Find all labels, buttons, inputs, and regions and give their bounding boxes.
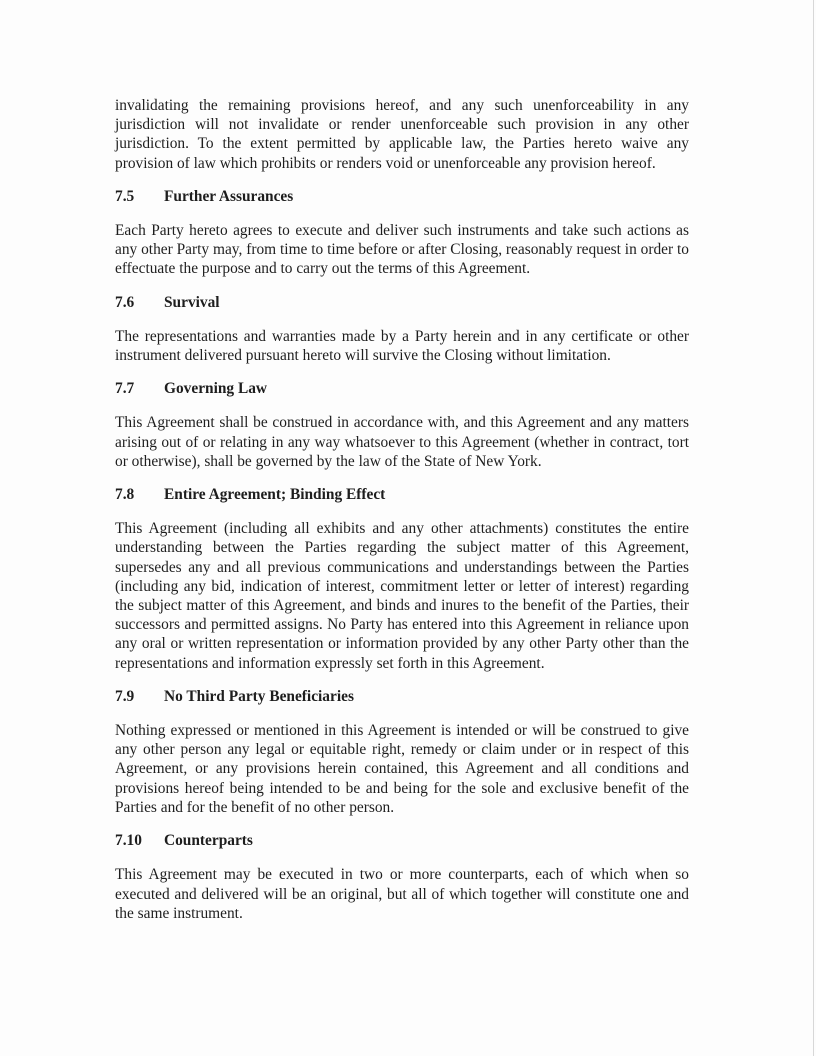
section-number: 7.9 [115,687,135,705]
section-number: 7.8 [115,486,135,504]
section-heading [115,187,689,206]
section-7-10 [115,831,689,923]
section-body: This Agreement (including all exhibits and any other attachments) constitutes the entire understanding between the Parties regarding the subject matter of this Agreement, supersedes any and all previous communications and understandings between the Parties (including any bid, indication of interest, commitment letter or letter of interest) regarding the subject matter of this Agreement, and binds and inures to the benefit of the Parties, their successors and permitted assigns. No Party has entered into this Agreement in reliance upon any oral or written representation or information provided by any other Party other than the representations and information expressly set forth in this Agreement. [115,520,689,672]
section-body: The representations and warranties made by a Party herein and in any certificate or other instrument delivered pursuant hereto will survive the Closing without limitation. [115,327,689,365]
section-body: This Agreement may be executed in two or more counterparts, each of which when so executed and delivered will be an original, but all of which together will constitute one and the same instrument. [115,866,689,922]
document-body [115,96,689,937]
section-7-8 [115,485,689,673]
section-heading [115,831,689,850]
section-heading [115,379,689,398]
section-heading [115,687,689,706]
section-number: 7.7 [115,380,135,398]
section-title: Entire Agreement; Binding Effect [164,486,386,504]
section-7-7 [115,379,689,471]
section-title: Counterparts [164,832,253,850]
section-7-5 [115,187,689,279]
section-number: 7.10 [115,832,142,850]
section-number: 7.6 [115,293,135,311]
intro-paragraph: invalidating the remaining provisions hereof, and any such unenforceability in any jurisdiction will not invalidate or render unenforceable such provision in any other jurisdiction. To the extent permitted by applicable law, the Parties hereto waive any provision of law which prohibits or renders void or unenforceable any provision hereof. [115,97,689,172]
section-body: This Agreement shall be construed in accordance with, and this Agreement and any matters arising out of or relating in any way whatsoever to this Agreement (whether in contract, tort or otherwise), shall be governed by the law of the State of New York. [115,414,689,470]
section-heading [115,485,689,504]
scan-edge-line [813,0,814,1056]
section-title: No Third Party Beneficiaries [164,687,354,705]
section-body: Each Party hereto agrees to execute and deliver such instruments and take such actions as any other Party may, from time to time before or after Closing, reasonably request in order to effectuate the purpose and to carry out the terms of this Agreement. [115,222,689,278]
section-number: 7.5 [115,187,135,205]
section-title: Survival [164,293,220,311]
section-title: Governing Law [164,380,268,398]
section-heading [115,293,689,312]
section-title: Further Assurances [164,187,294,205]
section-body: Nothing expressed or mentioned in this Agreement is intended or will be construed to give any other person any legal or equitable right, remedy or claim under or in respect of this Agreement, or any provisions herein contained, this Agreement and all conditions and provisions hereof being intended to be and being for the sole and exclusive benefit of the Parties and for the benefit of no other person. [115,722,689,816]
section-7-6 [115,293,689,366]
section-7-9 [115,687,689,817]
